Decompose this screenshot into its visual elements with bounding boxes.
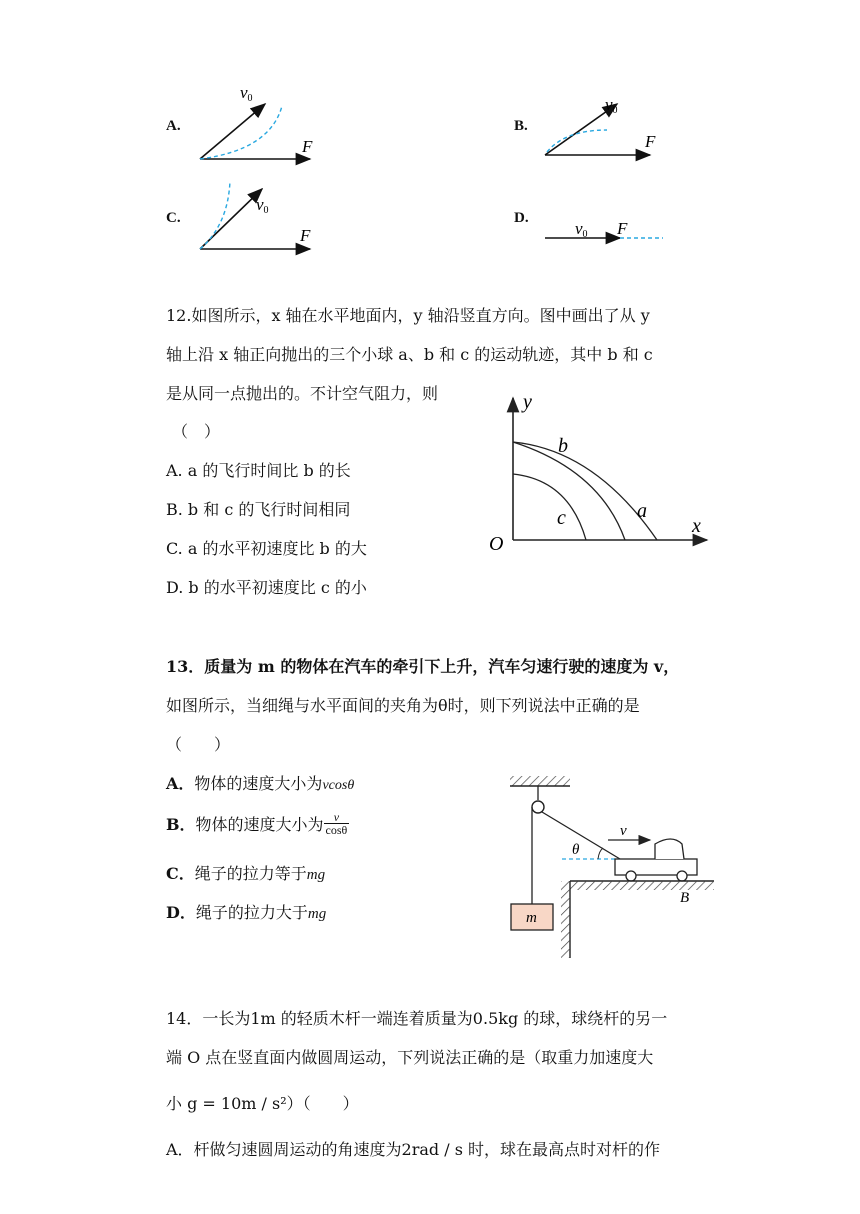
trajectory-b xyxy=(513,442,625,540)
trajectory-dashed xyxy=(547,130,607,152)
option-text: 绳子的拉力等于 xyxy=(194,864,307,883)
q12-option-c: C. a 的水平初速度比 b 的大 xyxy=(166,539,367,558)
mass-label: m xyxy=(526,910,537,926)
car-cabin xyxy=(655,839,684,859)
q13-option-d xyxy=(166,903,326,924)
q13-line-1: 13．质量为 m 的物体在汽车的牵引下上升，汽车匀速行驶的速度为 v， xyxy=(166,657,680,676)
q12-figure xyxy=(485,392,715,554)
option-a-figure xyxy=(190,80,330,170)
option-text: 绳子的拉力大于 xyxy=(195,903,308,922)
wall-hatch xyxy=(561,881,570,958)
ground-hatch xyxy=(570,881,714,890)
q12-line-2: 轴上沿 x 轴正向抛出的三个小球 a、b 和 c 的运动轨迹，其中 b 和 c xyxy=(166,345,653,364)
q12-line-3: 是从同一点抛出的。不计空气阻力，则 xyxy=(166,384,439,403)
v0-label: v0 xyxy=(240,83,253,104)
v0-label: v0 xyxy=(605,95,618,116)
f-label: F xyxy=(300,226,311,245)
option-label: B． xyxy=(166,815,196,834)
q14-line-4: A．杆做匀速圆周运动的角速度为2rad / s 时，球在最高点时对杆的作 xyxy=(166,1140,661,1159)
trajectory-dashed xyxy=(200,181,230,249)
option-text: 物体的速度大小为 xyxy=(194,774,323,793)
q13-option-c xyxy=(166,864,325,885)
option-b-figure xyxy=(535,90,675,170)
q13-figure xyxy=(500,772,720,962)
velocity-arrow xyxy=(200,189,262,249)
curve-b-label: b xyxy=(558,435,568,457)
f-label: F xyxy=(617,219,628,238)
q13-line-2: 如图所示，当细绳与水平面间的夹角为θ时，则下列说法中正确的是 xyxy=(166,696,640,715)
option-expr: mg xyxy=(306,867,326,883)
option-label: A． xyxy=(166,774,195,793)
q12-paren: （ ） xyxy=(172,422,221,441)
option-fraction xyxy=(324,811,350,836)
q12-line-1: 12.如图所示，x 轴在水平地面内，y 轴沿竖直方向。图中画出了从 y xyxy=(166,306,650,325)
option-expr: mg xyxy=(307,906,327,922)
fraction-numerator: v xyxy=(324,811,350,824)
trajectory-dashed xyxy=(200,106,282,159)
trajectory-c xyxy=(513,474,586,540)
f-label: F xyxy=(302,137,313,156)
slanted-rope xyxy=(542,812,620,859)
q12-option-d: D. b 的水平初速度比 c 的小 xyxy=(166,578,367,597)
curve-c-label: c xyxy=(557,507,566,529)
option-expr: vcosθ xyxy=(322,778,355,793)
option-label: D． xyxy=(166,903,196,922)
angle-label: θ xyxy=(572,842,580,858)
q13-option-b xyxy=(166,810,349,837)
q14-line-1: 14．一长为1m 的轻质木杆一端连着质量为0.5kg 的球，球绕杆的另一 xyxy=(166,1009,668,1028)
q13-paren: （ ） xyxy=(166,735,231,754)
origin-label: O xyxy=(489,533,504,554)
q12-option-a: A. a 的飞行时间比 b 的长 xyxy=(166,461,351,480)
car-wheel-front xyxy=(677,871,687,881)
f-label: F xyxy=(645,132,656,151)
velocity-arrow xyxy=(200,104,265,159)
angle-arc xyxy=(598,848,603,859)
option-d-figure xyxy=(535,212,675,252)
option-b-label: B. xyxy=(514,118,528,134)
q13-option-a xyxy=(166,774,354,796)
option-text: 物体的速度大小为 xyxy=(195,815,324,834)
trajectory-a xyxy=(513,442,657,540)
curve-a-label: a xyxy=(637,500,647,522)
option-a-label: A. xyxy=(166,118,181,134)
pulley xyxy=(532,801,544,813)
q12-option-b: B. b 和 c 的飞行时间相同 xyxy=(166,500,351,519)
car-wheel-rear xyxy=(626,871,636,881)
fraction-denominator: cosθ xyxy=(325,823,348,837)
q14-line-3: 小 g = 10m / s²）（ ） xyxy=(166,1094,359,1113)
option-label: C． xyxy=(166,864,195,883)
velocity-label: v xyxy=(620,823,627,839)
option-c-label: C. xyxy=(166,210,181,226)
y-axis-label: y xyxy=(523,392,532,413)
option-c-figure xyxy=(190,175,330,260)
x-axis-label: x xyxy=(692,515,701,537)
v0-label: v0 xyxy=(575,219,588,240)
ceiling-hatch xyxy=(510,776,570,786)
point-b-label: B xyxy=(680,890,690,906)
option-d-label: D. xyxy=(514,210,529,226)
v0-label: v0 xyxy=(256,195,269,216)
q14-line-2: 端 O 点在竖直面内做圆周运动，下列说法正确的是（取重力加速度大 xyxy=(166,1048,654,1067)
